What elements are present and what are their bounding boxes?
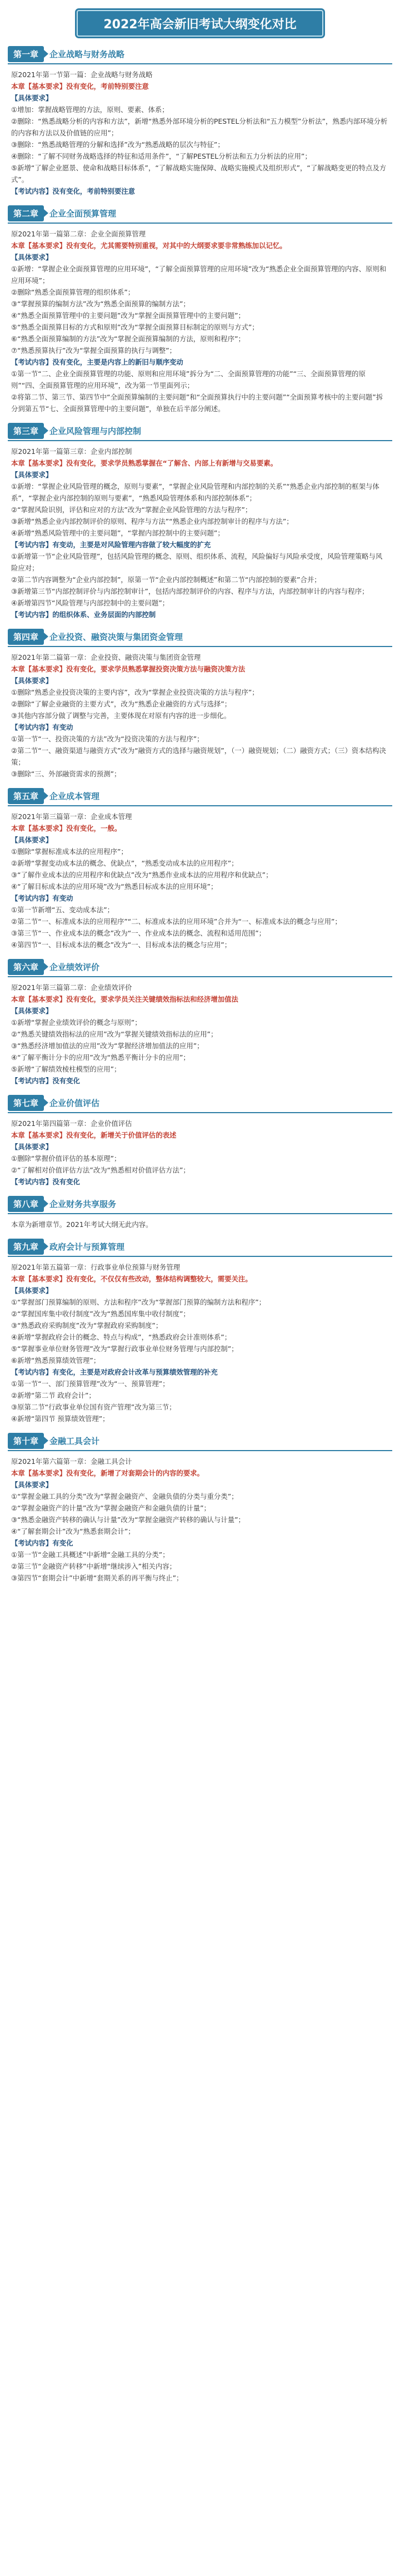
change-item: ②第二节内容调整为“企业内部控制”，原第一节“企业内部控制概述”和第二节“内部控制的要素”合并； xyxy=(11,575,321,584)
requirement-highlight: 本章【基本要求】没有变化，新增了对套期会计的内容的要求。 xyxy=(11,1469,204,1477)
change-item: 本章为新增章节。2021年考试大纲无此内容。 xyxy=(11,1220,153,1229)
chapter-section xyxy=(8,786,392,951)
change-item: ⑤新增“了解绩效棱柱模型的应用”； xyxy=(11,1065,121,1073)
change-item: ③“熟悉经济增加值法的应用”改为“掌握经济增加值法的应用”； xyxy=(11,1042,204,1050)
chapter-body xyxy=(8,651,392,780)
chapter-header xyxy=(8,1237,392,1257)
chapter-header xyxy=(8,204,392,224)
subsection-heading: 【考试内容】有变动 xyxy=(11,894,73,902)
change-item: ④第四节“一、目标成本法的概念”改为“一、目标成本法的概念与应用”； xyxy=(11,941,232,949)
chapter-number-badge: 第八章 xyxy=(8,1196,44,1212)
chapter-list xyxy=(8,44,392,1584)
chapter-title: 企业投资、融资决策与集团资金管理 xyxy=(49,632,183,642)
change-item: ①第一节“一、部门预算管理”改为“一、预算管理”； xyxy=(11,1380,169,1388)
change-item: ③删除：“熟悉战略管理的分解和选择”改为“熟悉战略的层次与特征”； xyxy=(11,140,224,149)
chapter-body xyxy=(8,982,392,1087)
subsection-heading: 【考试内容】没有变化 xyxy=(11,1178,80,1186)
chapter-number-badge: 第二章 xyxy=(8,205,44,221)
change-item: ①新增“掌握企业绩效评价的概念与原则”； xyxy=(11,1018,142,1027)
change-item: ②“熟悉关键绩效指标法的应用”改为“掌握关键绩效指标法的应用”； xyxy=(11,1030,218,1038)
chapter-section xyxy=(8,957,392,1087)
chapter-header xyxy=(8,1194,392,1214)
subsection-heading: 【具体要求】 xyxy=(11,1481,53,1489)
change-item: ③第三节“一、作业成本法的概念”改为“一、作业成本法的概念、流程和适用范围”； xyxy=(11,929,266,937)
subsection-heading: 【具体要求】 xyxy=(11,1143,53,1151)
requirement-highlight: 本章【基本要求】没有变化，考前特别要注意 xyxy=(11,82,149,90)
change-item: ③“了解作业成本法的应用程序和优缺点”改为“熟悉作业成本法的应用程序和优缺点”； xyxy=(11,871,273,879)
chapter-header xyxy=(8,421,392,441)
change-item: ②“了解相对价值评估方法”改为“熟悉相对价值评估方法”； xyxy=(11,1166,190,1174)
change-item: 原2021年第六篇第一章：金融工具会计 xyxy=(11,1457,132,1466)
change-item: ②第三节“金融资产转移”中新增“继续涉入”相关内容； xyxy=(11,1562,176,1570)
change-item: ①新增：“掌握企业风险管理的概念，原则与要素”，“掌握企业风险管理和内部控制的关系”“熟悉企业内部控制的框架与体系”，“掌握企业内部控制的原则与要素”，“熟悉风险管理体系和内部控制体系”； xyxy=(11,482,379,502)
page-title: 2022年高会新旧考试大纲变化对比 xyxy=(77,10,323,37)
chapter-body xyxy=(8,1219,392,1230)
chapter-body xyxy=(8,811,392,951)
change-item: 原2021年第一篇第二章：企业全面预算管理 xyxy=(11,230,146,238)
change-item: ②第二节“一、融资渠道与融资方式”改为“融资方式的选择与融资规划”，（一）融资规划；（二）融资方式；（三）资本结构决策； xyxy=(11,746,386,766)
chapter-header xyxy=(8,786,392,806)
change-item: ②删除“熟悉全面预算管理的组织体系”； xyxy=(11,288,135,296)
change-item: 原2021年第三篇第一章：企业成本管理 xyxy=(11,812,132,821)
chapter-body xyxy=(8,1261,392,1425)
chapter-number-badge: 第七章 xyxy=(8,1095,44,1111)
change-item: ③新增“熟悉企业内部控制评价的原则、程序与方法”“熟悉企业内部控制审计的程序与方法”； xyxy=(11,517,293,526)
chapter-section xyxy=(8,44,392,197)
requirement-highlight: 本章【基本要求】没有变化，一般。 xyxy=(11,824,122,832)
change-item: ④“了解套期会计”改为“熟悉套期会计”； xyxy=(11,1527,135,1536)
chapter-number-badge: 第六章 xyxy=(8,959,44,975)
change-item: ③“熟悉政府采购制度”改为“掌握政府采购制度”； xyxy=(11,1321,163,1330)
change-item: ①第一节“一、投资决策的方法”改为“投资决策的方法与程序”； xyxy=(11,735,204,743)
chapter-body xyxy=(8,69,392,197)
change-item: ①第一节“金融工具概述”中新增“金融工具的分类”； xyxy=(11,1550,169,1559)
chapter-header xyxy=(8,1093,392,1113)
chapter-title: 政府会计与预算管理 xyxy=(49,1241,125,1252)
chapter-title: 金融工具会计 xyxy=(49,1436,100,1446)
change-item: ④“了解平衡计分卡的应用”改为“熟悉平衡计分卡的应用”； xyxy=(11,1053,190,1062)
requirement-highlight: 本章【基本要求】没有变化，要求学员关注关键绩效指标法和经济增加值法 xyxy=(11,995,238,1003)
chapter-body xyxy=(8,1456,392,1584)
subsection-heading: 【考试内容】的组织体系、业务层面的内部控制 xyxy=(11,610,156,619)
change-item: 原2021年第二篇第一章：企业投资、融资决策与集团资金管理 xyxy=(11,653,201,661)
change-item: ②删除“了解企业融资的主要方式”，改为“熟悉企业融资的方式与选择”； xyxy=(11,700,232,708)
change-item: ①删除“掌握标准成本法的应用程序”； xyxy=(11,847,128,856)
change-item: ⑦“熟悉预算执行”改为“掌握全面预算的执行与调整”； xyxy=(11,346,176,355)
change-item: ①第一节“二、企业全面预算管理的功能、原则和应用环境”拆分为“二、全面预算管理的功能”“三、全面预算管理的原则”“四、全面预算管理的应用环境”，改为第一节里面列示； xyxy=(11,370,366,390)
change-item: ①增加：掌握战略管理的方法，原则、要素、体系； xyxy=(11,105,169,114)
subsection-heading: 【考试内容】有变动 xyxy=(11,723,73,731)
change-item: ③其他内容部分做了调整与完善，主要体现在对原有内容的进一步细化。 xyxy=(11,711,231,720)
chapter-title: 企业价值评估 xyxy=(49,1098,100,1108)
chapter-body xyxy=(8,446,392,620)
change-item: ⑥“熟悉全面预算编制的方法”改为“掌握全面预算编制的方法，原则和程序”； xyxy=(11,335,245,343)
chapter-header xyxy=(8,44,392,64)
chapter-number-badge: 第五章 xyxy=(8,788,44,804)
chapter-number-badge: 第十章 xyxy=(8,1433,44,1449)
requirement-highlight: 本章【基本要求】没有变化，新增关于价值评估的表述 xyxy=(11,1131,177,1139)
change-item: ④新增“掌握政府会计的概念、特点与构成”，“熟悉政府会计准则体系”； xyxy=(11,1333,232,1341)
change-item: ④新增“第四节 预算绩效管理”； xyxy=(11,1415,109,1423)
chapter-title: 企业全面预算管理 xyxy=(49,208,117,219)
change-item: ①第一节新增“五、变动成本法”； xyxy=(11,906,114,914)
change-item: ②新增“掌握变动成本法的概念、优缺点”，“熟悉变动成本法的应用程序”； xyxy=(11,859,238,867)
chapter-title: 企业战略与财务战略 xyxy=(49,49,125,59)
change-item: ②“掌握风险识别，评估和应对的方法”改为“掌握企业风险管理的方法与程序”； xyxy=(11,506,252,514)
chapter-section xyxy=(8,1237,392,1425)
change-item: ⑤“掌握事业单位财务管理”改为“掌握行政事业单位财务管理与内部控制”； xyxy=(11,1345,238,1353)
chapter-number-badge: 第九章 xyxy=(8,1239,44,1255)
change-item: ③“熟悉金融资产转移的确认与计量”改为“掌握金融资产转移的确认与计量”； xyxy=(11,1516,245,1524)
subsection-heading: 【考试内容】有变化 xyxy=(11,1539,73,1547)
change-item: ③删除“三、外部融资需求的预测”； xyxy=(11,770,121,778)
change-item: ④删除：“了解不同财务战略选择的特征和适用条件”，“了解PESTEL分析法和五力分析法的应用”； xyxy=(11,152,312,160)
change-item: ①删除“掌握价值评估的基本原理”； xyxy=(11,1154,121,1163)
change-item: ③第四节“套期会计”中新增“套期关系的再平衡与终止”； xyxy=(11,1574,183,1582)
change-item: ⑤新增“了解企业愿景、使命和战略目标体系”，“了解战略实施保障、战略实施模式及组织形式”，“了解战略变更的特点及方式”。 xyxy=(11,164,387,184)
change-item: ②将第二节、第三节、第四节中“全面预算编制的主要问题”和“全面预算执行中的主要问题”“全面预算考核中的主要问题”拆分到第五节“七、全面预算管理中的主要问题”，单独在后半部分阐述。 xyxy=(11,393,383,413)
chapter-header xyxy=(8,1431,392,1451)
chapter-body xyxy=(8,228,392,415)
subsection-heading: 【考试内容】没有变化，主要是内容上的新旧与顺序变动 xyxy=(11,358,183,366)
requirement-highlight: 本章【基本要求】没有变化，要求学员熟悉掌握投资决策方法与融资决策方法 xyxy=(11,665,246,673)
change-item: 原2021年第一篇第三章：企业内部控制 xyxy=(11,447,132,456)
change-item: ③新增第三节“内部控制评价与内部控制审计”，包括内部控制评价的内容、程序与方法，内部控制审计的内容与程序； xyxy=(11,587,369,595)
change-item: ④“了解目标成本法的应用环境”改为“熟悉目标成本法的应用环境”； xyxy=(11,882,218,891)
requirement-highlight: 本章【基本要求】没有变化，不仅仅有些改动，整体结构调整较大，需要关注。 xyxy=(11,1275,252,1283)
requirement-highlight: 本章【基本要求】没有变化，尤其需要特别重视，对其中的大纲要求要非常熟练加以记忆。 xyxy=(11,241,287,250)
chapter-number-badge: 第一章 xyxy=(8,46,44,62)
chapter-body xyxy=(8,1118,392,1188)
subsection-heading: 【考试内容】有变化，主要是对政府会计改革与预算绩效管理的补充 xyxy=(11,1368,218,1376)
chapter-section xyxy=(8,1194,392,1230)
change-item: ③“掌握预算的编制方法”改为“熟悉全面预算的编制方法”； xyxy=(11,300,190,308)
chapter-section xyxy=(8,627,392,780)
subsection-heading: 【具体要求】 xyxy=(11,253,53,261)
change-item: ③原第二节“行政事业单位国有资产管理”改为第三节； xyxy=(11,1403,176,1411)
chapter-header xyxy=(8,627,392,647)
subsection-heading: 【具体要求】 xyxy=(11,1007,53,1015)
chapter-title: 企业成本管理 xyxy=(49,791,100,801)
subsection-heading: 【具体要求】 xyxy=(11,1286,53,1295)
chapter-title: 企业财务共享服务 xyxy=(49,1199,117,1209)
chapter-title: 企业绩效评价 xyxy=(49,962,100,972)
change-item: ②新增“第二节 政府会计”； xyxy=(11,1391,96,1400)
subsection-heading: 【考试内容】有变动，主要是对风险管理内容做了较大幅度的扩充 xyxy=(11,541,211,549)
chapter-section xyxy=(8,421,392,620)
change-item: ②第二节“一、标准成本法的应用程序”“二、标准成本法的应用环境”合并为“一、标准成本法的概念与应用”； xyxy=(11,917,342,926)
subsection-heading: 【具体要求】 xyxy=(11,94,53,102)
subsection-heading: 【具体要求】 xyxy=(11,836,53,844)
change-item: ①删除“熟悉企业投资决策的主要内容”，改为“掌握企业投资决策的方法与程序”； xyxy=(11,688,259,696)
change-item: ①新增：“掌握企业全面预算管理的应用环境”，“了解全面预算管理的应用环境”改为“熟悉企业全面预算管理的内容、原则和应用环境”； xyxy=(11,265,387,285)
change-item: ⑥新增“熟悉预算绩效管理”； xyxy=(11,1356,101,1365)
requirement-highlight: 本章【基本要求】没有变化，要求学员熟悉掌握在“了解含、内部上有新增与交易要素。 xyxy=(11,459,277,467)
change-item: ②“掌握国库集中收付制度”改为“熟悉国库集中收付制度”； xyxy=(11,1310,190,1318)
change-item: 原2021年第一节第一篇：企业战略与财务战略 xyxy=(11,70,153,79)
subsection-heading: 【考试内容】没有变化 xyxy=(11,1077,80,1085)
change-item: ④新增“熟悉风险管理中的主要问题”，“掌握内部控制中的主要问题”； xyxy=(11,529,224,537)
change-item: ⑤“熟悉全面预算目标的方式和原则”改为“掌握全面预算目标制定的原则与方式”； xyxy=(11,323,259,331)
chapter-section xyxy=(8,204,392,415)
change-item: 原2021年第三篇第二章：企业绩效评价 xyxy=(11,983,132,992)
change-item: ④新增第四节“风险管理与内部控制中的主要问题”； xyxy=(11,599,169,607)
subsection-heading: 【具体要求】 xyxy=(11,471,53,479)
change-item: ①“掌握金融工具的分类”改为“掌握金融资产、金融负债的分类与重分类”； xyxy=(11,1492,238,1501)
chapter-section xyxy=(8,1093,392,1188)
chapter-title: 企业风险管理与内部控制 xyxy=(49,426,142,436)
chapter-section xyxy=(8,1431,392,1584)
change-item: ①“掌握部门预算编制的原则、方法和程序”改为“掌握部门预算的编制方法和程序”； xyxy=(11,1298,266,1306)
change-item: 原2021年第四篇第一章：企业价值评估 xyxy=(11,1119,132,1128)
subsection-heading: 【具体要求】 xyxy=(11,676,53,685)
change-item: 原2021年第五篇第一章：行政事业单位预算与财务管理 xyxy=(11,1263,181,1271)
chapter-number-badge: 第四章 xyxy=(8,629,44,645)
change-item: ②删除：“熟悉战略分析的内容和方法”，新增“熟悉外部环境分析的PESTEL分析法和“五力模型”分析法”，熟悉内部环境分析的内容和方法以及价值链的应用”； xyxy=(11,117,388,137)
change-item: ④“熟悉全面预算管理中的主要问题”改为“掌握全面预算管理中的主要问题”； xyxy=(11,311,245,320)
chapter-header xyxy=(8,957,392,977)
subsection-heading: 【考试内容】没有变化，考前特别要注意 xyxy=(11,187,136,195)
chapter-number-badge: 第三章 xyxy=(8,423,44,439)
change-item: ①新增第一节“企业风险管理”，包括风险管理的概念、原则、组织体系、流程，风险偏好与风险承受度，风险管理策略与风险应对； xyxy=(11,552,383,572)
change-item: ②“掌握金融资产的计量”改为“掌握金融资产和金融负债的计量”； xyxy=(11,1504,211,1512)
